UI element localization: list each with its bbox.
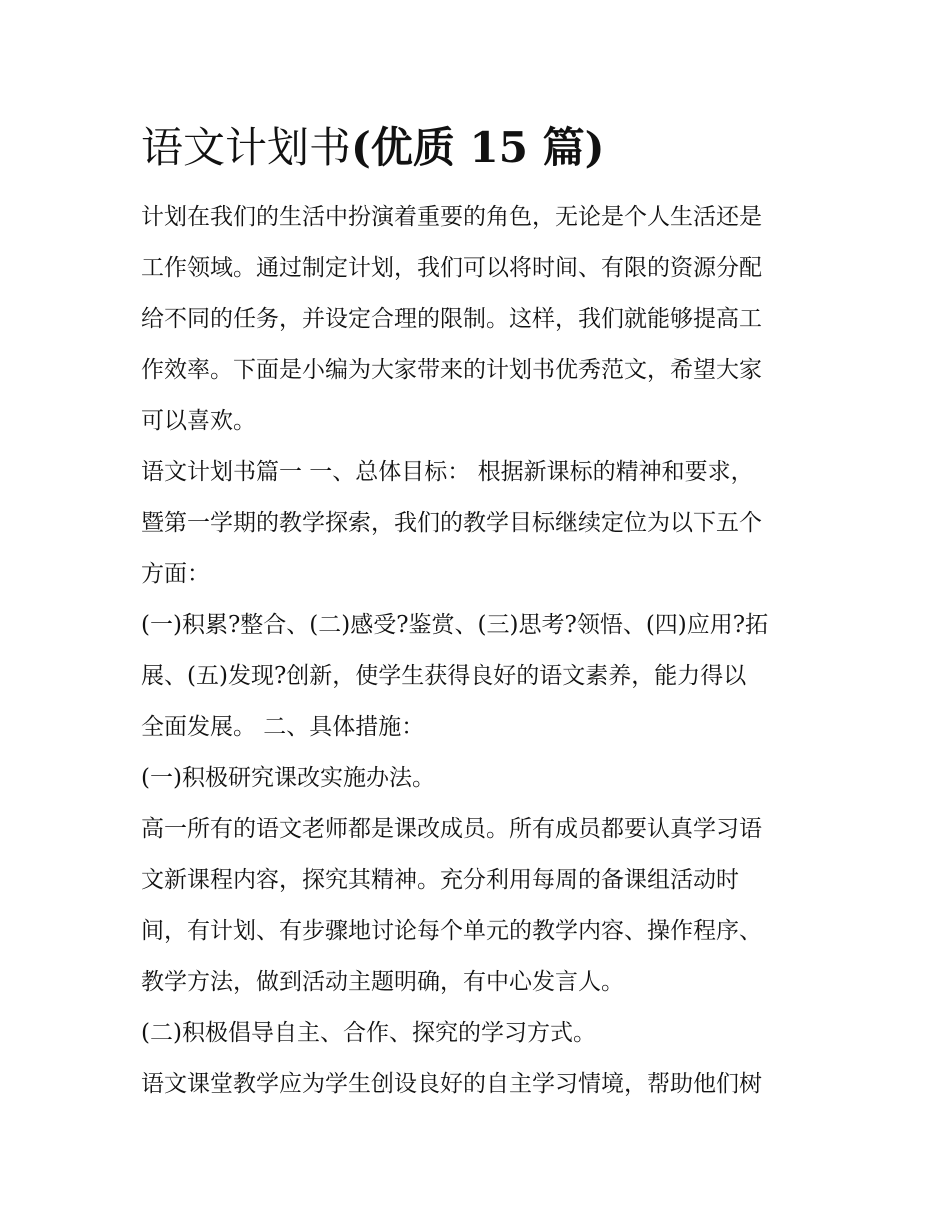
text-line: 语文课堂教学应为学生创设良好的自主学习情境，帮助他们树 bbox=[141, 1071, 762, 1097]
paragraph-goals bbox=[141, 447, 821, 600]
text-line: 可以喜欢。 bbox=[141, 408, 256, 434]
text-line: 计划在我们的生活中扮演着重要的角色，无论是个人生活还是 bbox=[141, 204, 762, 230]
text-line: 展、(五)发现?创新，使学生获得良好的语文素养，能力得以 bbox=[141, 663, 747, 689]
text-line: (一)积累?整合、(二)感受?鉴赏、(三)思考?领悟、(四)应用?拓 bbox=[141, 612, 769, 638]
text-line: (一)积极研究课改实施办法。 bbox=[141, 765, 435, 791]
text-line: 间，有计划、有步骤地讨论每个单元的教学内容、操作程序、 bbox=[141, 918, 762, 944]
text-line: 工作领域。通过制定计划，我们可以将时间、有限的资源分配 bbox=[141, 255, 762, 281]
title-suffix: (优质 15 篇) bbox=[351, 123, 605, 172]
paragraph-measure-one bbox=[141, 753, 821, 804]
text-line: 作效率。下面是小编为大家带来的计划书优秀范文，希望大家 bbox=[141, 357, 762, 383]
paragraph-aspects bbox=[141, 600, 821, 753]
text-line: (二)积极倡导自主、合作、探究的学习方式。 bbox=[141, 1020, 596, 1046]
paragraph-classroom bbox=[141, 1059, 821, 1110]
document-content bbox=[141, 118, 821, 1110]
text-line: 给不同的任务，并设定合理的限制。这样，我们就能够提高工 bbox=[141, 306, 762, 332]
title-prefix: 语文计划书 bbox=[141, 123, 352, 172]
text-line: 教学方法，做到活动主题明确，有中心发言人。 bbox=[141, 969, 624, 995]
paragraph-teachers bbox=[141, 804, 821, 1008]
text-line: 暨第一学期的教学探索，我们的教学目标继续定位为以下五个 bbox=[141, 510, 762, 536]
text-line: 方面： bbox=[141, 561, 210, 587]
paragraph-intro bbox=[141, 192, 821, 447]
text-line: 语文计划书篇一 一、总体目标： 根据新课标的精神和要求， bbox=[141, 459, 754, 485]
text-line: 高一所有的语文老师都是课改成员。所有成员都要认真学习语 bbox=[141, 816, 762, 842]
text-line: 全面发展。 二、具体措施： bbox=[141, 714, 425, 740]
text-line: 文新课程内容，探究其精神。充分利用每周的备课组活动时 bbox=[141, 867, 739, 893]
document-title bbox=[141, 118, 821, 178]
paragraph-measure-two bbox=[141, 1008, 821, 1059]
